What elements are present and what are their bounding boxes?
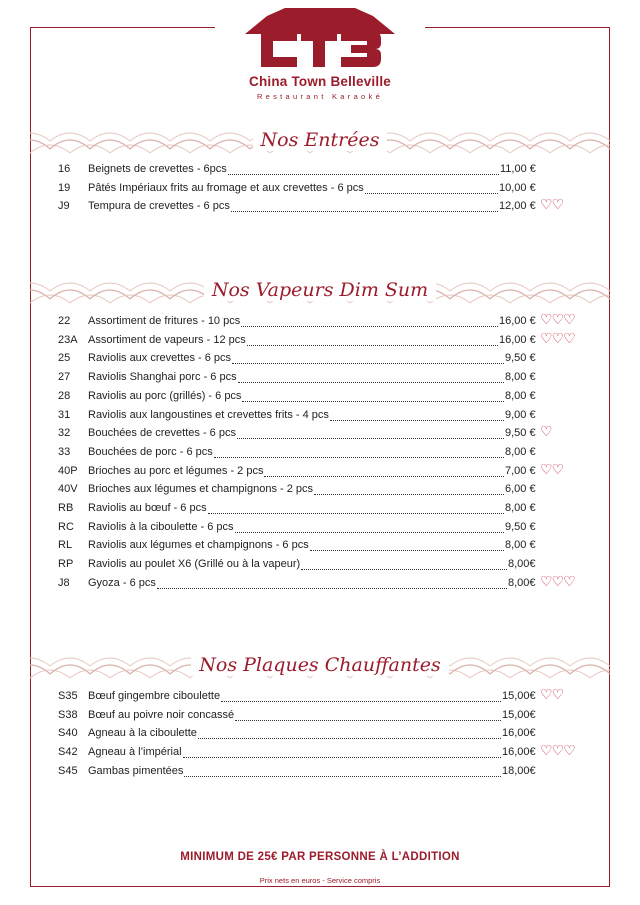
dot-leader [198, 737, 501, 739]
dot-leader [310, 549, 504, 551]
item-code: RL [58, 539, 73, 552]
item-price: 8,00€ [508, 558, 536, 571]
section-header [30, 275, 610, 309]
item-name: Beignets de crevettes - 6pcs [88, 163, 227, 175]
item-price: 8,00 € [505, 539, 536, 552]
item-price: 9,50 € [505, 427, 536, 440]
menu-item [58, 687, 536, 705]
dot-leader [231, 210, 498, 212]
spicy-hearts-icon: ♡♡♡ [540, 329, 575, 346]
dot-leader [330, 419, 504, 421]
item-code: 28 [58, 389, 71, 402]
item-code: 27 [58, 371, 71, 384]
dot-leader [221, 700, 501, 702]
item-code: J9 [58, 200, 70, 213]
spicy-hearts-icon: ♡♡ [540, 196, 564, 213]
logo [215, 8, 425, 101]
item-name: Raviolis au bœuf - 6 pcs [88, 502, 207, 514]
dot-leader [235, 719, 501, 721]
item-name: Assortiment de vapeurs - 12 pcs [88, 333, 246, 346]
spicy-hearts-icon: ♡♡♡ [540, 742, 575, 759]
menu-item [58, 312, 536, 330]
price-footnote: Prix nets en euros - Service compris [259, 876, 381, 885]
menu-item [58, 443, 536, 461]
dot-leader [184, 775, 501, 777]
item-name: Raviolis aux crevettes - 6 pcs [88, 352, 232, 365]
item-code: 40V [58, 483, 78, 496]
item-price: 6,00 € [505, 483, 536, 496]
dot-leader [247, 344, 498, 346]
item-price: 9,50 € [505, 520, 536, 533]
item-name: Bœuf gingembre ciboulette [88, 690, 221, 702]
item-price: 15,00€ [502, 708, 536, 721]
item-name: Assortiment de fritures - 10 pcs [88, 315, 241, 327]
item-price: 7,00 € [505, 464, 536, 477]
item-code: 31 [58, 408, 71, 421]
dot-leader [214, 456, 504, 458]
spicy-hearts-icon: ♡♡♡ [540, 311, 575, 327]
dot-leader [242, 400, 504, 402]
item-price: 11,00 € [500, 163, 536, 175]
menu-item [58, 518, 536, 536]
dot-leader [241, 325, 498, 327]
item-price: 8,00 € [505, 445, 536, 458]
dot-leader [157, 587, 507, 589]
item-code: 32 [58, 427, 71, 440]
item-code: S35 [58, 690, 78, 702]
dot-leader [183, 756, 501, 758]
item-price: 9,50 € [505, 352, 536, 365]
menu-item [58, 424, 536, 442]
section-title: Nos Entrées [253, 129, 388, 151]
section-header [30, 125, 610, 159]
menu-item [58, 762, 536, 780]
menu-item [58, 349, 536, 367]
menu-item [58, 387, 536, 405]
menu-item [58, 331, 536, 349]
item-code: 23A [58, 333, 78, 346]
menu-item [58, 406, 536, 424]
item-price: 16,00 € [499, 333, 536, 346]
item-code: S45 [58, 764, 78, 777]
spicy-hearts-icon: ♡♡♡ [540, 572, 575, 589]
dot-leader [228, 173, 499, 175]
item-name: Raviolis Shanghai porc - 6 pcs [88, 371, 237, 384]
dot-leader [314, 493, 504, 495]
menu-item [58, 555, 536, 573]
dot-leader [208, 512, 504, 514]
item-price: 10,00 € [499, 181, 536, 194]
item-name: Agneau à la ciboulette [88, 727, 197, 740]
item-name: Bœuf au poivre noir concassé [88, 708, 235, 721]
menu-item [58, 368, 536, 386]
item-name: Gyoza - 6 pcs [88, 576, 156, 589]
item-name: Agneau à l’impérial [88, 746, 182, 759]
item-name: Gambas pimentées [88, 764, 184, 777]
menu-item [58, 160, 536, 178]
item-code: 16 [58, 163, 71, 175]
item-code: 25 [58, 352, 71, 365]
item-price: 16,00€ [502, 727, 536, 740]
item-code: 19 [58, 181, 71, 194]
item-code: 22 [58, 315, 71, 327]
minimum-order-notice: MINIMUM DE 25€ PAR PERSONNE À L’ADDITION [180, 851, 460, 863]
item-name: Raviolis au porc (grillés) - 6 pcs [88, 389, 242, 402]
item-price: 16,00 € [499, 315, 536, 327]
spicy-hearts-icon: ♡♡ [540, 460, 564, 477]
item-code: RB [58, 502, 74, 514]
brand-subtitle: Restaurant Karaoké [256, 92, 384, 101]
menu-item [58, 462, 536, 480]
dot-leader [365, 192, 498, 194]
item-code: S40 [58, 727, 78, 740]
dot-leader [238, 381, 504, 383]
section-title: Nos Plaques Chauffantes [191, 654, 448, 676]
dot-leader [301, 568, 507, 570]
spicy-hearts-icon: ♡♡ [540, 686, 564, 702]
item-price: 8,00 € [505, 371, 536, 384]
item-name: Raviolis aux légumes et champignons - 6 pcs [88, 539, 309, 552]
menu-item [58, 499, 536, 517]
item-name: Raviolis au poulet X6 (Grillé ou à la vapeur) [88, 558, 301, 571]
item-price: 9,00 € [505, 408, 536, 421]
menu-item [58, 743, 536, 761]
item-name: Pâtés Impériaux frits au fromage et aux crevettes - 6 pcs [88, 181, 364, 194]
menu-item [58, 574, 536, 592]
dot-leader [264, 475, 504, 477]
menu-item [58, 179, 536, 197]
item-name: Brioches aux légumes et champignons - 2 pcs [88, 483, 314, 496]
ctb-logo-icon [255, 25, 385, 73]
menu-item [58, 724, 536, 742]
item-name: Bouchées de porc - 6 pcs [88, 445, 213, 458]
item-code: RC [58, 520, 74, 533]
item-price: 8,00 € [505, 389, 536, 402]
item-code: S38 [58, 708, 78, 721]
item-name: Raviolis aux langoustines et crevettes frits - 4 pcs [88, 408, 329, 421]
item-code: S42 [58, 746, 78, 759]
item-code: 40P [58, 464, 78, 477]
item-price: 16,00€ [502, 746, 536, 759]
dot-leader [232, 362, 504, 364]
section-header [30, 650, 610, 684]
menu-item [58, 706, 536, 724]
item-price: 8,00€ [508, 576, 536, 589]
item-name: Raviolis à la ciboulette - 6 pcs [88, 520, 234, 533]
dot-leader [235, 531, 504, 533]
item-code: 33 [58, 445, 71, 458]
section-title: Nos Vapeurs Dim Sum [204, 279, 436, 301]
menu-item [58, 197, 536, 215]
item-price: 12,00 € [499, 200, 536, 213]
item-code: J8 [58, 576, 70, 589]
menu-item [58, 536, 536, 554]
item-name: Tempura de crevettes - 6 pcs [88, 200, 230, 213]
spicy-hearts-icon: ♡ [540, 423, 552, 440]
item-code: RP [58, 558, 74, 571]
item-price: 8,00 € [505, 502, 536, 514]
item-name: Bouchées de crevettes - 6 pcs [88, 427, 236, 440]
item-price: 15,00€ [502, 690, 536, 702]
brand-name: China Town Belleville [249, 74, 391, 89]
item-price: 18,00€ [502, 764, 536, 777]
dot-leader [237, 437, 504, 439]
item-name: Brioches au porc et légumes - 2 pcs [88, 464, 264, 477]
menu-item [58, 480, 536, 498]
